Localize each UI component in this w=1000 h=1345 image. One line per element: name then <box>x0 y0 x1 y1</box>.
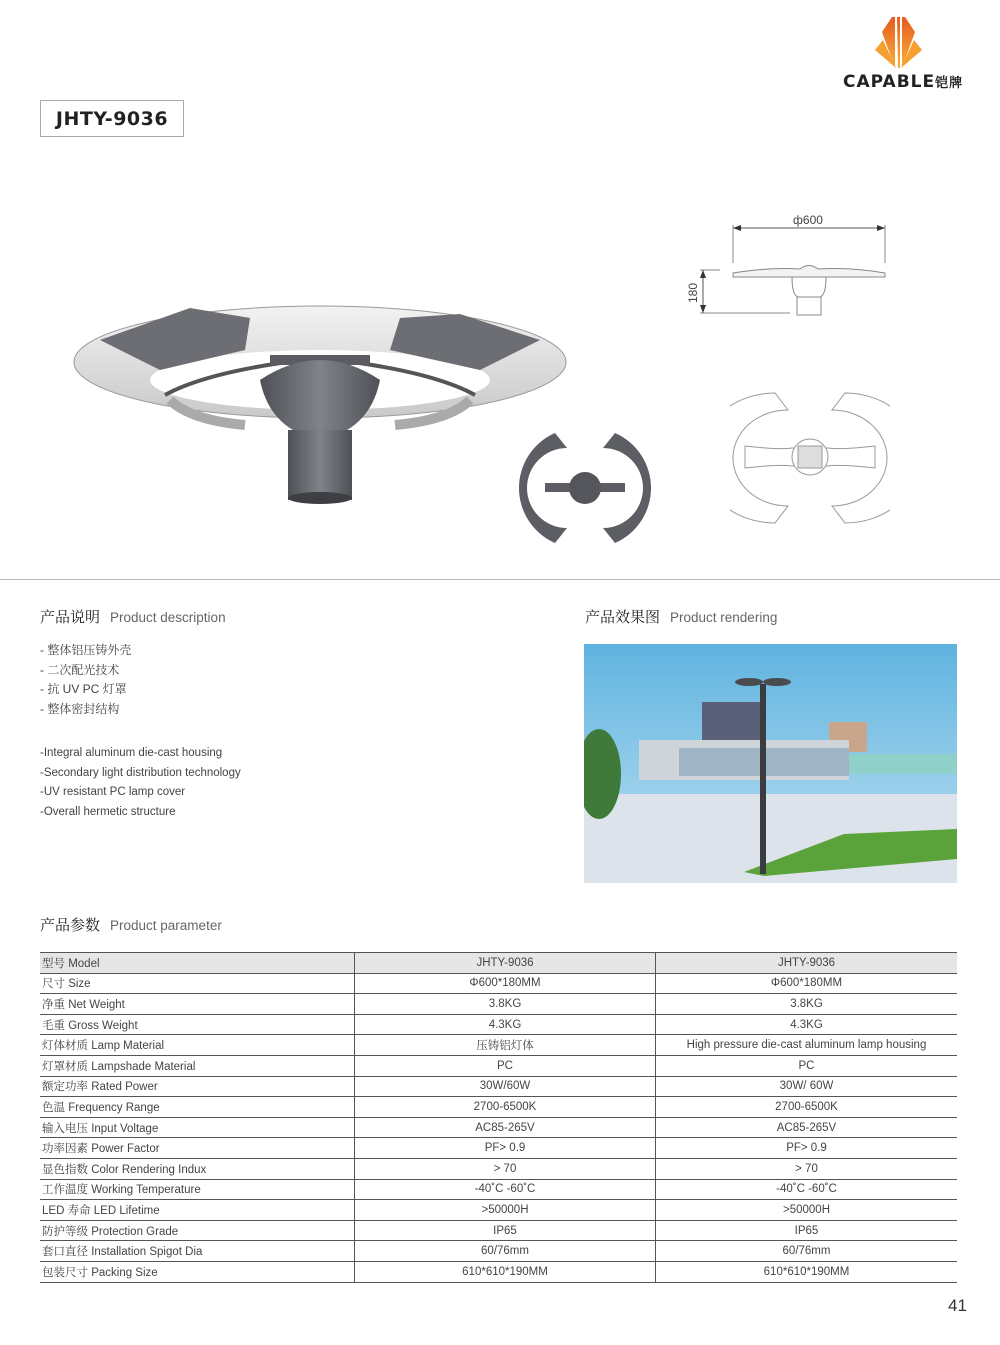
param-label: 显色指数 Color Rendering Indux <box>40 1158 355 1179</box>
table-row <box>40 1220 957 1241</box>
param-label: 毛重 Gross Weight <box>40 1014 355 1035</box>
param-value-1: IP65 <box>355 1220 656 1241</box>
diameter-label: ф600 <box>793 213 823 227</box>
brand-logo <box>835 12 965 94</box>
param-label: 功率因素 Power Factor <box>40 1138 355 1159</box>
param-value-2: >50000H <box>656 1200 958 1221</box>
parameter-table <box>40 952 957 1283</box>
param-label: 型号 Model <box>40 953 355 974</box>
param-value-1: > 70 <box>355 1158 656 1179</box>
table-row <box>40 1097 957 1118</box>
height-label: 180 <box>686 282 700 304</box>
param-label: 色温 Frequency Range <box>40 1097 355 1118</box>
param-value-2: AC85-265V <box>656 1117 958 1138</box>
param-value-1: Φ600*180MM <box>355 973 656 994</box>
description-item: - 整体密封结构 <box>40 701 120 716</box>
param-value-1: PC <box>355 1055 656 1076</box>
param-value-1: AC85-265V <box>355 1117 656 1138</box>
param-value-1: 610*610*190MM <box>355 1261 656 1282</box>
table-row <box>40 1014 957 1035</box>
description-list-en <box>40 744 241 822</box>
parameter-heading: 产品参数 Product parameter <box>40 917 222 934</box>
description-heading: 产品说明 Product description <box>40 609 226 626</box>
table-row <box>40 1261 957 1282</box>
param-label: 输入电压 Input Voltage <box>40 1117 355 1138</box>
page-number: 41 <box>948 1296 967 1315</box>
table-row <box>40 953 957 974</box>
table-row <box>40 1035 957 1056</box>
param-value-2: High pressure die-cast aluminum lamp housing <box>656 1035 958 1056</box>
description-item: -Integral aluminum die-cast housing <box>40 747 223 759</box>
model-title: JHTY-9036 <box>40 100 184 137</box>
table-row <box>40 994 957 1015</box>
param-label: 套口直径 Installation Spigot Dia <box>40 1241 355 1262</box>
param-value-1: 60/76mm <box>355 1241 656 1262</box>
description-item: - 整体铝压铸外壳 <box>40 643 132 657</box>
param-label: 尺寸 Size <box>40 973 355 994</box>
param-value-2: PC <box>656 1055 958 1076</box>
top-view-drawing <box>730 388 890 528</box>
param-value-1: PF> 0.9 <box>355 1138 656 1159</box>
param-value-2: JHTY-9036 <box>656 953 958 974</box>
param-label: 包装尺寸 Packing Size <box>40 1261 355 1282</box>
param-value-2: 2700-6500K <box>656 1097 958 1118</box>
table-row <box>40 1138 957 1159</box>
param-label: 防护等级 Protection Grade <box>40 1220 355 1241</box>
fan-logo-icon <box>865 12 935 70</box>
table-row <box>40 1179 957 1200</box>
side-dimension-drawing <box>680 205 895 320</box>
param-value-1: -40˚C -60˚C <box>355 1179 656 1200</box>
param-value-2: 610*610*190MM <box>656 1261 958 1282</box>
param-value-1: 2700-6500K <box>355 1097 656 1118</box>
param-value-2: -40˚C -60˚C <box>656 1179 958 1200</box>
description-item: -Secondary light distribution technology <box>40 766 241 779</box>
param-value-1: >50000H <box>355 1200 656 1221</box>
param-value-2: PF> 0.9 <box>656 1138 958 1159</box>
table-row <box>40 1076 957 1097</box>
param-value-2: > 70 <box>656 1158 958 1179</box>
rendering-heading: 产品效果图 Product rendering <box>585 609 778 626</box>
param-value-2: Φ600*180MM <box>656 973 958 994</box>
param-label: 净重 Net Weight <box>40 994 355 1015</box>
table-row <box>40 1241 957 1262</box>
table-row <box>40 1117 957 1138</box>
table-row <box>40 1200 957 1221</box>
param-label: 工作温度 Working Temperature <box>40 1179 355 1200</box>
param-label: 灯体材质 Lamp Material <box>40 1035 355 1056</box>
param-label: LED 寿命 LED Lifetime <box>40 1200 355 1221</box>
table-row <box>40 1055 957 1076</box>
param-value-2: IP65 <box>656 1220 958 1241</box>
param-value-1: 30W/60W <box>355 1076 656 1097</box>
description-item: -UV resistant PC lamp cover <box>40 786 186 798</box>
param-value-2: 30W/ 60W <box>656 1076 958 1097</box>
top-view-photo <box>515 428 655 548</box>
table-row <box>40 973 957 994</box>
rendering-image <box>584 644 957 883</box>
param-value-1: 4.3KG <box>355 1014 656 1035</box>
product-photo <box>70 300 570 505</box>
param-value-2: 3.8KG <box>656 994 958 1015</box>
param-value-1: 3.8KG <box>355 994 656 1015</box>
param-value-1: JHTY-9036 <box>355 953 656 974</box>
param-label: 灯罩材质 Lampshade Material <box>40 1055 355 1076</box>
table-row <box>40 1158 957 1179</box>
param-value-1: 压铸铝灯体 <box>355 1035 656 1056</box>
description-item: -Overall hermetic structure <box>40 805 176 818</box>
param-value-2: 4.3KG <box>656 1014 958 1035</box>
brand-wordmark: CAPABLE铠牌 <box>843 72 964 92</box>
section-divider <box>0 579 1000 580</box>
description-item: - 二次配光技术 <box>40 662 120 677</box>
param-value-2: 60/76mm <box>656 1241 958 1262</box>
description-item: - 抗 UV PC 灯罩 <box>40 682 127 696</box>
description-list-cn <box>40 641 131 719</box>
param-label: 额定功率 Rated Power <box>40 1076 355 1097</box>
